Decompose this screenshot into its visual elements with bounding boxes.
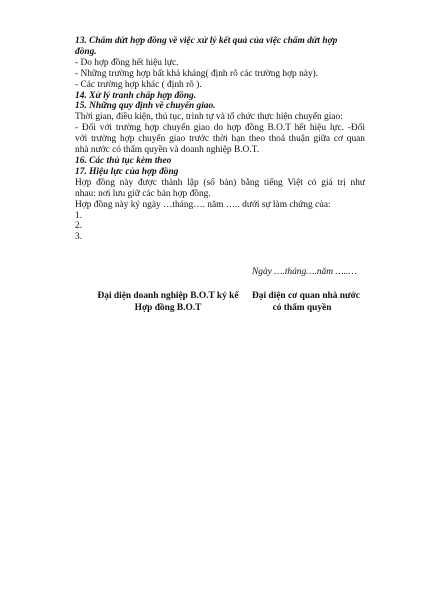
section-16-title: 16. Các thủ tục kèm theo (75, 155, 172, 166)
signing-date-line: Ngày ….tháng….năm …..… (252, 267, 357, 277)
section-13-title-line2: đồng. (75, 46, 97, 57)
section-15-paragraph-line: nhà nước có thẩm quyền và doanh nghiệp B.O.T. (75, 145, 260, 156)
section-14-title: 14. Xử lý tranh chấp hợp đồng. (75, 90, 197, 101)
signature-enterprise-line1: Đại diện doanh nghiệp B.O.T ký kế (97, 291, 239, 301)
section-17-paragraph-line: Hợp đồng này ký ngày …tháng…. năm ….. dưới sự làm chứng của: (75, 199, 331, 210)
section-15-title: 15. Những quy định về chuyển giao. (75, 101, 216, 112)
section-13-title-line1: 13. Chấm dứt hợp đồng về việc xử lý kết quả của việc chấm dứt hợp (75, 36, 338, 46)
signature-authority-line2: có thẩm quyền (272, 302, 332, 313)
section-13-item: - Do hợp đồng hết hiệu lực. (75, 57, 179, 68)
section-17-paragraph-line: Hợp đồng này được thành lập (số bản) bằng tiếng Việt có giá trị như (75, 177, 365, 188)
witness-number: 2. (75, 221, 83, 232)
contract-body (75, 36, 365, 243)
section-17-paragraph-line: nhau: nơi lưu giữ các bản hợp đồng. (75, 188, 211, 199)
signature-block-authority (252, 291, 360, 314)
signature-authority-line1: Đại diện cơ quan nhà nước (252, 291, 360, 301)
witness-number: 3. (75, 232, 83, 243)
signature-enterprise-line2: Hợp đồng B.O.T (134, 302, 202, 313)
section-17-title: 17. Hiệu lực của hợp đồng (75, 166, 179, 177)
section-15-paragraph-line: - Đối với trường hợp chuyển giao do hợp đồng B.O.T hết hiệu lực. -Đối (75, 123, 365, 134)
section-15-paragraph-line: với trường hợp chuyển giao trước thời hạn theo thoả thuận giữa cơ quan (75, 134, 365, 145)
section-13-item: - Các trường hợp khác ( định rõ ). (75, 79, 202, 90)
signature-block-enterprise (74, 291, 262, 314)
witness-number: 1. (75, 210, 83, 221)
section-13-item: - Những trường hợp bất khả kháng( định rõ các trường hợp này). (75, 68, 319, 79)
section-15-paragraph-line: Thời gian, điều kiện, thủ tục, trình tự và tổ chức thực hiện chuyển giao: (75, 112, 343, 123)
